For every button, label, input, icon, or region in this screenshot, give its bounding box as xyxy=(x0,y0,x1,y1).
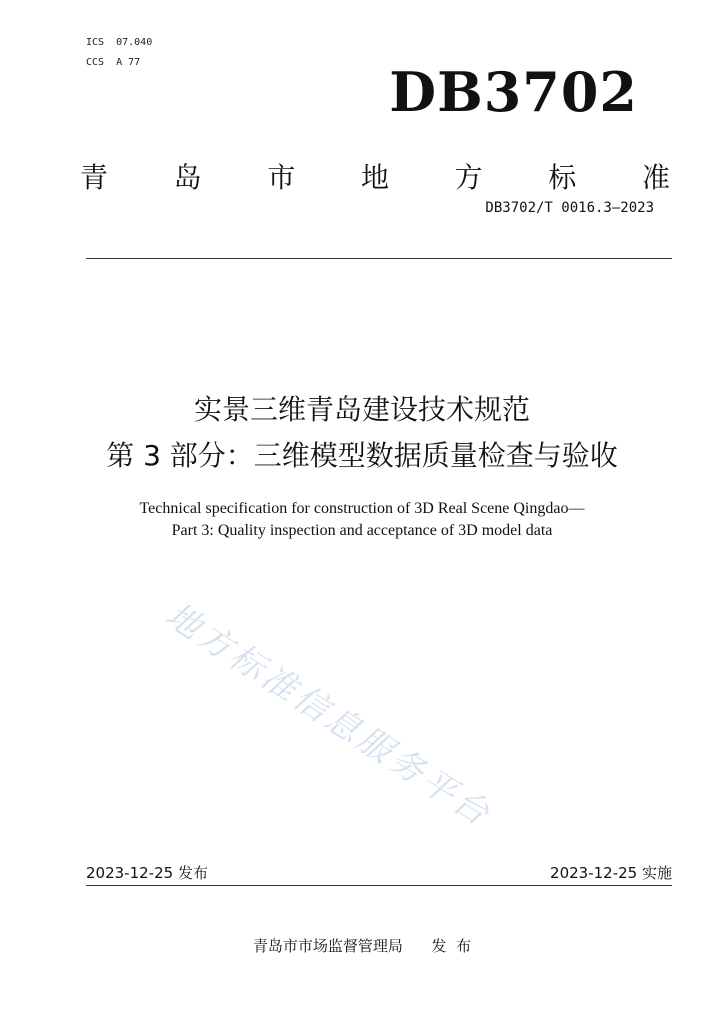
issuer-char: 准 xyxy=(641,161,670,194)
bottom-divider xyxy=(86,885,672,886)
issuer-char: 地 xyxy=(360,161,389,194)
issuer-char: 岛 xyxy=(173,161,202,194)
title-en-line-2: Part 3: Quality inspection and acceptance of 3D model data xyxy=(171,522,553,539)
ics-code: ICS 07.040 xyxy=(86,37,153,48)
implementation-date: 2023-12-25 实施 xyxy=(550,864,672,882)
issuer-char: 方 xyxy=(454,161,483,194)
ccs-code: CCS A 77 xyxy=(86,57,141,68)
issuer-char: 市 xyxy=(267,161,296,194)
publisher: 青岛市市场监督管理局 发 布 xyxy=(252,937,472,955)
top-divider xyxy=(86,258,672,259)
standard-logo: DB3702 xyxy=(389,60,638,124)
title-cn-line-1: 实景三维青岛建设技术规范 xyxy=(193,393,530,426)
standard-number: DB3702/T 0016.3—2023 xyxy=(485,200,654,216)
issuer-char: 标 xyxy=(548,161,577,194)
title-en-line-1: Technical specification for construction of 3D Real Scene Qingdao— xyxy=(139,500,585,517)
issuer-char: 青 xyxy=(80,161,109,194)
title-cn-line-2: 第 3 部分：三维模型数据质量检查与验收 xyxy=(106,439,618,472)
issue-date: 2023-12-25 发布 xyxy=(86,864,208,882)
issuer-level-heading xyxy=(80,158,670,198)
watermark: 地方标准信息服务平台 xyxy=(158,595,499,836)
